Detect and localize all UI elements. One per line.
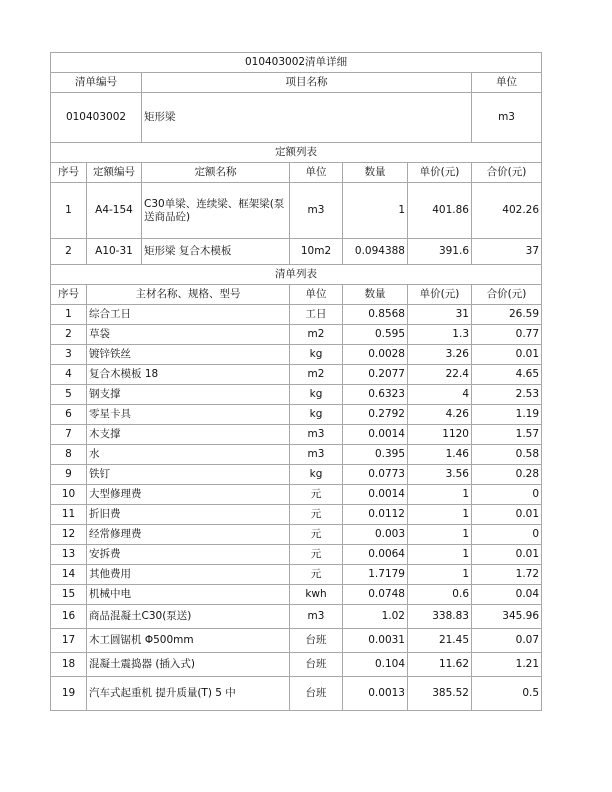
list-cell: 19 [51,677,87,711]
item-code: 010403002 [51,93,142,143]
list-cell: 0 [472,525,542,545]
list-cell: 混凝土震捣器 (插入式) [87,653,290,677]
list-cell: 工日 [290,305,343,325]
list-cell: 台班 [290,653,343,677]
list-cell: 1 [51,305,87,325]
list-cell: 11 [51,505,87,525]
list-row [51,305,542,325]
list-cell: 水 [87,445,290,465]
list-header-cell: 主材名称、规格、型号 [87,285,290,305]
quota-cell: 402.26 [472,183,542,239]
list-cell: 1 [408,545,472,565]
item-header-row [51,73,542,93]
list-cell: 木支撑 [87,425,290,445]
list-row [51,325,542,345]
list-cell: 0.58 [472,445,542,465]
quota-cell: 10m2 [290,239,343,265]
list-cell: 0.0064 [343,545,408,565]
header-name: 项目名称 [142,73,472,93]
list-cell: 385.52 [408,677,472,711]
list-cell: 0.0014 [343,425,408,445]
list-cell: 13 [51,545,87,565]
list-cell: 18 [51,653,87,677]
quota-row [51,239,542,265]
quota-cell: 401.86 [408,183,472,239]
list-cell: kg [290,345,343,365]
list-cell: m3 [290,445,343,465]
bill-detail-table [50,52,542,711]
list-cell: 3 [51,345,87,365]
list-cell: 1.46 [408,445,472,465]
list-cell: 0.0773 [343,465,408,485]
quota-cell: A4-154 [87,183,142,239]
quota-header-cell: 数量 [343,163,408,183]
list-cell: 4.65 [472,365,542,385]
list-cell: kg [290,385,343,405]
list-row [51,525,542,545]
list-row [51,565,542,585]
list-cell: 钢支撑 [87,385,290,405]
list-cell: 0.07 [472,629,542,653]
header-unit: 单位 [472,73,542,93]
quota-section-title: 定额列表 [51,143,542,163]
list-cell: 汽车式起重机 提升质量(T) 5 中 [87,677,290,711]
list-cell: 0.77 [472,325,542,345]
quota-header-cell: 单位 [290,163,343,183]
list-cell: 0.2077 [343,365,408,385]
list-cell: 0.0748 [343,585,408,605]
quota-header-cell: 定额编号 [87,163,142,183]
list-row [51,585,542,605]
item-name: 矩形梁 [142,93,472,143]
list-section-row [51,265,542,285]
list-cell: 商品混凝土C30(泵送) [87,605,290,629]
list-cell: m2 [290,365,343,385]
list-cell: 1.02 [343,605,408,629]
list-cell: 0.0028 [343,345,408,365]
list-cell: 经常修理费 [87,525,290,545]
list-row [51,405,542,425]
list-cell: 1.72 [472,565,542,585]
list-header-cell: 数量 [343,285,408,305]
list-cell: 1 [408,565,472,585]
list-cell: 1.19 [472,405,542,425]
list-cell: 16 [51,605,87,629]
list-header-cell: 单价(元) [408,285,472,305]
list-cell: 4 [51,365,87,385]
list-cell: 0.0031 [343,629,408,653]
page-title: 010403002清单详细 [51,53,542,73]
list-cell: m2 [290,325,343,345]
list-row [51,677,542,711]
list-cell: 8 [51,445,87,465]
list-cell: kwh [290,585,343,605]
list-cell: 345.96 [472,605,542,629]
list-cell: 26.59 [472,305,542,325]
list-header-row [51,285,542,305]
list-cell: 草袋 [87,325,290,345]
item-row [51,93,542,143]
quota-header-row [51,163,542,183]
list-cell: 元 [290,545,343,565]
quota-header-cell: 合价(元) [472,163,542,183]
list-cell: 338.83 [408,605,472,629]
list-section-title: 清单列表 [51,265,542,285]
list-row [51,653,542,677]
list-cell: 0.0013 [343,677,408,711]
list-cell: 0.01 [472,345,542,365]
list-cell: 5 [51,385,87,405]
list-row [51,505,542,525]
list-cell: 0.28 [472,465,542,485]
list-row [51,345,542,365]
bill-detail-sheet [50,52,541,711]
list-cell: 零星卡具 [87,405,290,425]
list-cell: 21.45 [408,629,472,653]
list-cell: 元 [290,505,343,525]
list-cell: 大型修理费 [87,485,290,505]
list-cell: 2.53 [472,385,542,405]
quota-section-row [51,143,542,163]
list-row [51,365,542,385]
list-header-cell: 合价(元) [472,285,542,305]
item-unit: m3 [472,93,542,143]
list-cell: 1.57 [472,425,542,445]
list-cell: 0.8568 [343,305,408,325]
list-row [51,425,542,445]
list-cell: kg [290,465,343,485]
quota-header-cell: 单价(元) [408,163,472,183]
list-cell: 0 [472,485,542,505]
quota-header-cell: 定额名称 [142,163,290,183]
list-cell: 元 [290,525,343,545]
list-cell: 6 [51,405,87,425]
list-cell: 1120 [408,425,472,445]
list-row [51,385,542,405]
quota-row [51,183,542,239]
quota-cell: 391.6 [408,239,472,265]
list-cell: 折旧费 [87,505,290,525]
list-row [51,605,542,629]
list-cell: 铁钉 [87,465,290,485]
list-cell: 0.5 [472,677,542,711]
quota-cell: 0.094388 [343,239,408,265]
list-cell: 0.2792 [343,405,408,425]
list-cell: 木工圆锯机 Φ500mm [87,629,290,653]
list-cell: 0.0014 [343,485,408,505]
list-cell: 0.01 [472,545,542,565]
list-cell: 1 [408,485,472,505]
quota-cell: 1 [51,183,87,239]
list-cell: 镀锌铁丝 [87,345,290,365]
list-cell: 15 [51,585,87,605]
list-cell: m3 [290,425,343,445]
list-cell: 4.26 [408,405,472,425]
list-cell: 7 [51,425,87,445]
list-header-cell: 序号 [51,285,87,305]
list-cell: 0.01 [472,505,542,525]
list-cell: 4 [408,385,472,405]
list-cell: kg [290,405,343,425]
header-code: 清单编号 [51,73,142,93]
list-cell: 17 [51,629,87,653]
list-cell: 机械中电 [87,585,290,605]
list-row [51,485,542,505]
list-header-cell: 单位 [290,285,343,305]
list-cell: 10 [51,485,87,505]
list-row [51,465,542,485]
list-cell: 0.0112 [343,505,408,525]
list-cell: 台班 [290,629,343,653]
list-cell: 0.104 [343,653,408,677]
list-row [51,445,542,465]
list-cell: 1.7179 [343,565,408,585]
list-cell: 0.04 [472,585,542,605]
list-cell: 3.56 [408,465,472,485]
list-row [51,545,542,565]
list-cell: 复合木模板 18 [87,365,290,385]
list-cell: 14 [51,565,87,585]
list-cell: 9 [51,465,87,485]
list-cell: 台班 [290,677,343,711]
quota-cell: 2 [51,239,87,265]
list-cell: 31 [408,305,472,325]
title-row [51,53,542,73]
list-cell: 其他费用 [87,565,290,585]
list-cell: 综合工日 [87,305,290,325]
list-cell: 0.395 [343,445,408,465]
list-cell: m3 [290,605,343,629]
list-cell: 元 [290,485,343,505]
list-cell: 12 [51,525,87,545]
list-cell: 1.21 [472,653,542,677]
quota-cell: 37 [472,239,542,265]
list-cell: 0.6 [408,585,472,605]
quota-cell: C30单梁、连续梁、框架梁(泵送商品砼) [142,183,290,239]
list-cell: 3.26 [408,345,472,365]
list-cell: 元 [290,565,343,585]
quota-cell: 矩形梁 复合木模板 [142,239,290,265]
list-cell: 0.6323 [343,385,408,405]
list-cell: 0.595 [343,325,408,345]
quota-cell: A10-31 [87,239,142,265]
quota-cell: m3 [290,183,343,239]
quota-header-cell: 序号 [51,163,87,183]
list-cell: 安拆费 [87,545,290,565]
list-cell: 1.3 [408,325,472,345]
list-row [51,629,542,653]
list-cell: 22.4 [408,365,472,385]
list-cell: 1 [408,525,472,545]
list-cell: 11.62 [408,653,472,677]
list-cell: 0.003 [343,525,408,545]
list-cell: 1 [408,505,472,525]
quota-cell: 1 [343,183,408,239]
list-cell: 2 [51,325,87,345]
